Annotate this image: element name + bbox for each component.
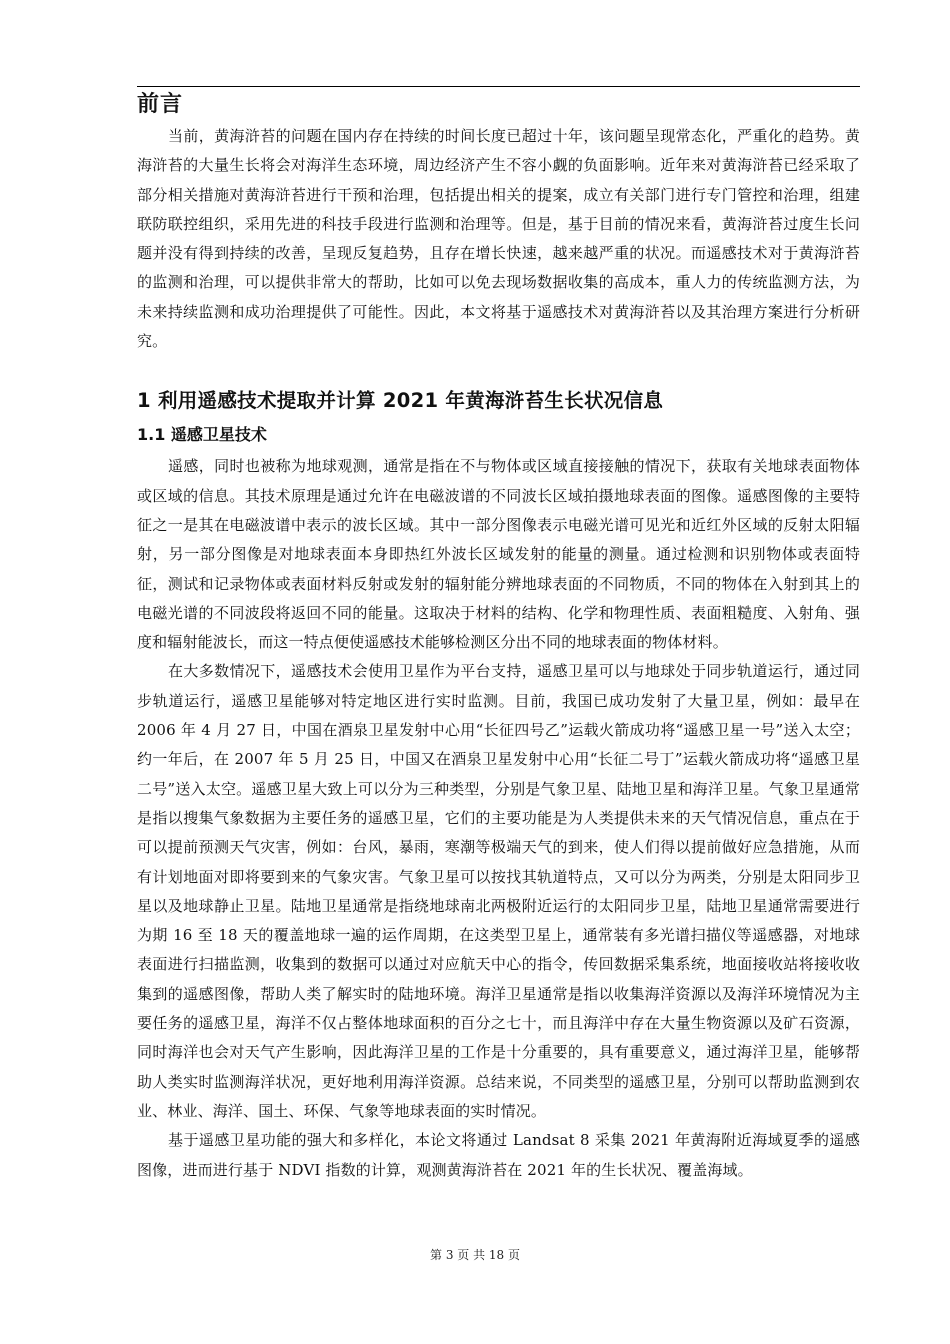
section-1-1-paragraph-1: 遥感，同时也被称为地球观测，通常是指在不与物体或区域直接接触的情况下，获取有关地球表面物体或区域的信息。其技术原理是通过允许在电磁波谱的不同波长区域拍摄地球表面的图像。遥感图像的主要特征之一是其在电磁波谱中表示的波长区域。其中一部分图像表示电磁光谱可见光和近红外区域的反射太阳辐射，另一部分图像是对地球表面本身即热红外波长区域发射的能量的测量。通过检测和识别物体或表面特征，测试和记录物体或表面材料反射或发射的辐射能分辨地球表面的不同物质，不同的物体在入射到其上的电磁光谱的不同波段将返回不同的能量。这取决于材料的结构、化学和物理性质、表面粗糙度、入射角、强度和辐射能波长，而这一特点便使遥感技术能够检测区分出不同的地球表面的物体材料。 — [137, 457, 860, 652]
section-1-1-paragraph-2: 在大多数情况下，遥感技术会使用卫星作为平台支持，遥感卫星可以与地球处于同步轨道运行，通过同步轨道运行，遥感卫星能够对特定地区进行实时监测。目前，我国已成功发射了大量卫星，例如：最早在 2006 年 4 月 27 日，中国在酒泉卫星发射中心用“长征四号乙”运载火箭成功将“遥感卫星一号”送入太空；约一年后，在 2007 年 5 月 25 日，中国又在酒泉卫星发射中心用“长征二号丁”运载火箭成功将“遥感卫星二号”送入太空。遥感卫星大致上可以分为三种类型，分别是气象卫星、陆地卫星和海洋卫星。气象卫星通常是指以搜集气象数据为主要任务的遥感卫星，它们的主要功能是为人类提供未来的天气情况信息，重点在于可以提前预测天气灾害，例如：台风，暴雨，寒潮等极端天气的到来，使人们得以提前做好应急措施，从而有计划地面对即将要到来的气象灾害。气象卫星可以按找其轨道特点，又可以分为两类，分别是太阳同步卫星以及地球静止卫星。陆地卫星通常是指绕地球南北两极附近运行的太阳同步卫星，陆地卫星通常需要进行为期 16 至 18 天的覆盖地球一遍的运作周期，在这类型卫星上，通常装有多光谱扫描仪等遥感器，对地球表面进行扫描监测，收集到的数据可以通过对应航天中心的指令，传回数据采集系统，地面接收站将接收收集到的遥感图像，帮助人类了解实时的陆地环境。海洋卫星通常是指以收集海洋资源以及海洋环境情况为主要任务的遥感卫星，海洋不仅占整体地球面积的百分之七十，而且海洋中存在大量生物资源以及矿石资源，同时海洋也会对天气产生影响，因此海洋卫星的工作是十分重要的，具有重要意义，通过海洋卫星，能够帮助人类实时监测海洋状况，更好地利用海洋资源。总结来说，不同类型的遥感卫星，分别可以帮助监测到农业、林业、海洋、国土、环保、气象等地球表面的实时情况。 — [137, 662, 860, 1120]
page-content — [137, 88, 860, 1185]
preface-paragraph: 当前，黄海浒苔的问题在国内存在持续的时间长度已超过十年，该问题呈现常态化，严重化的趋势。黄海浒苔的大量生长将会对海洋生态环境，周边经济产生不容小觑的负面影响。近年来对黄海浒苔已经采取了部分相关措施对黄海浒苔进行干预和治理，包括提出相关的提案，成立有关部门进行专门管控和治理，组建联防联控组织，采用先进的科技手段进行监测和治理等。但是，基于目前的情况来看，黄海浒苔过度生长问题并没有得到持续的改善，呈现反复趋势，且存在增长快速，越来越严重的状况。而遥感技术对于黄海浒苔的监测和治理，可以提供非常大的帮助，比如可以免去现场数据收集的高成本，重人力的传统监测方法，为未来持续监测和成功治理提供了可能性。因此，本文将基于遥感技术对黄海浒苔以及其治理方案进行分析研究。 — [137, 127, 860, 351]
page-number-footer: 第 3 页 共 18 页 — [430, 1248, 520, 1262]
section-1-heading: 1 利用遥感技术提取并计算 2021 年黄海浒苔生长状况信息 — [137, 389, 664, 413]
preface-title: 前言 — [137, 92, 184, 117]
section-1-1-paragraph-3: 基于遥感卫星功能的强大和多样化，本论文将通过 Landsat 8 采集 2021 年黄海附近海域夏季的遥感图像，进而进行基于 NDVI 指数的计算，观测黄海浒苔在 2021 年的生长状况、覆盖海域。 — [137, 1131, 860, 1179]
header-rule — [137, 86, 860, 87]
section-1-1-heading: 1.1 遥感卫星技术 — [137, 425, 267, 445]
